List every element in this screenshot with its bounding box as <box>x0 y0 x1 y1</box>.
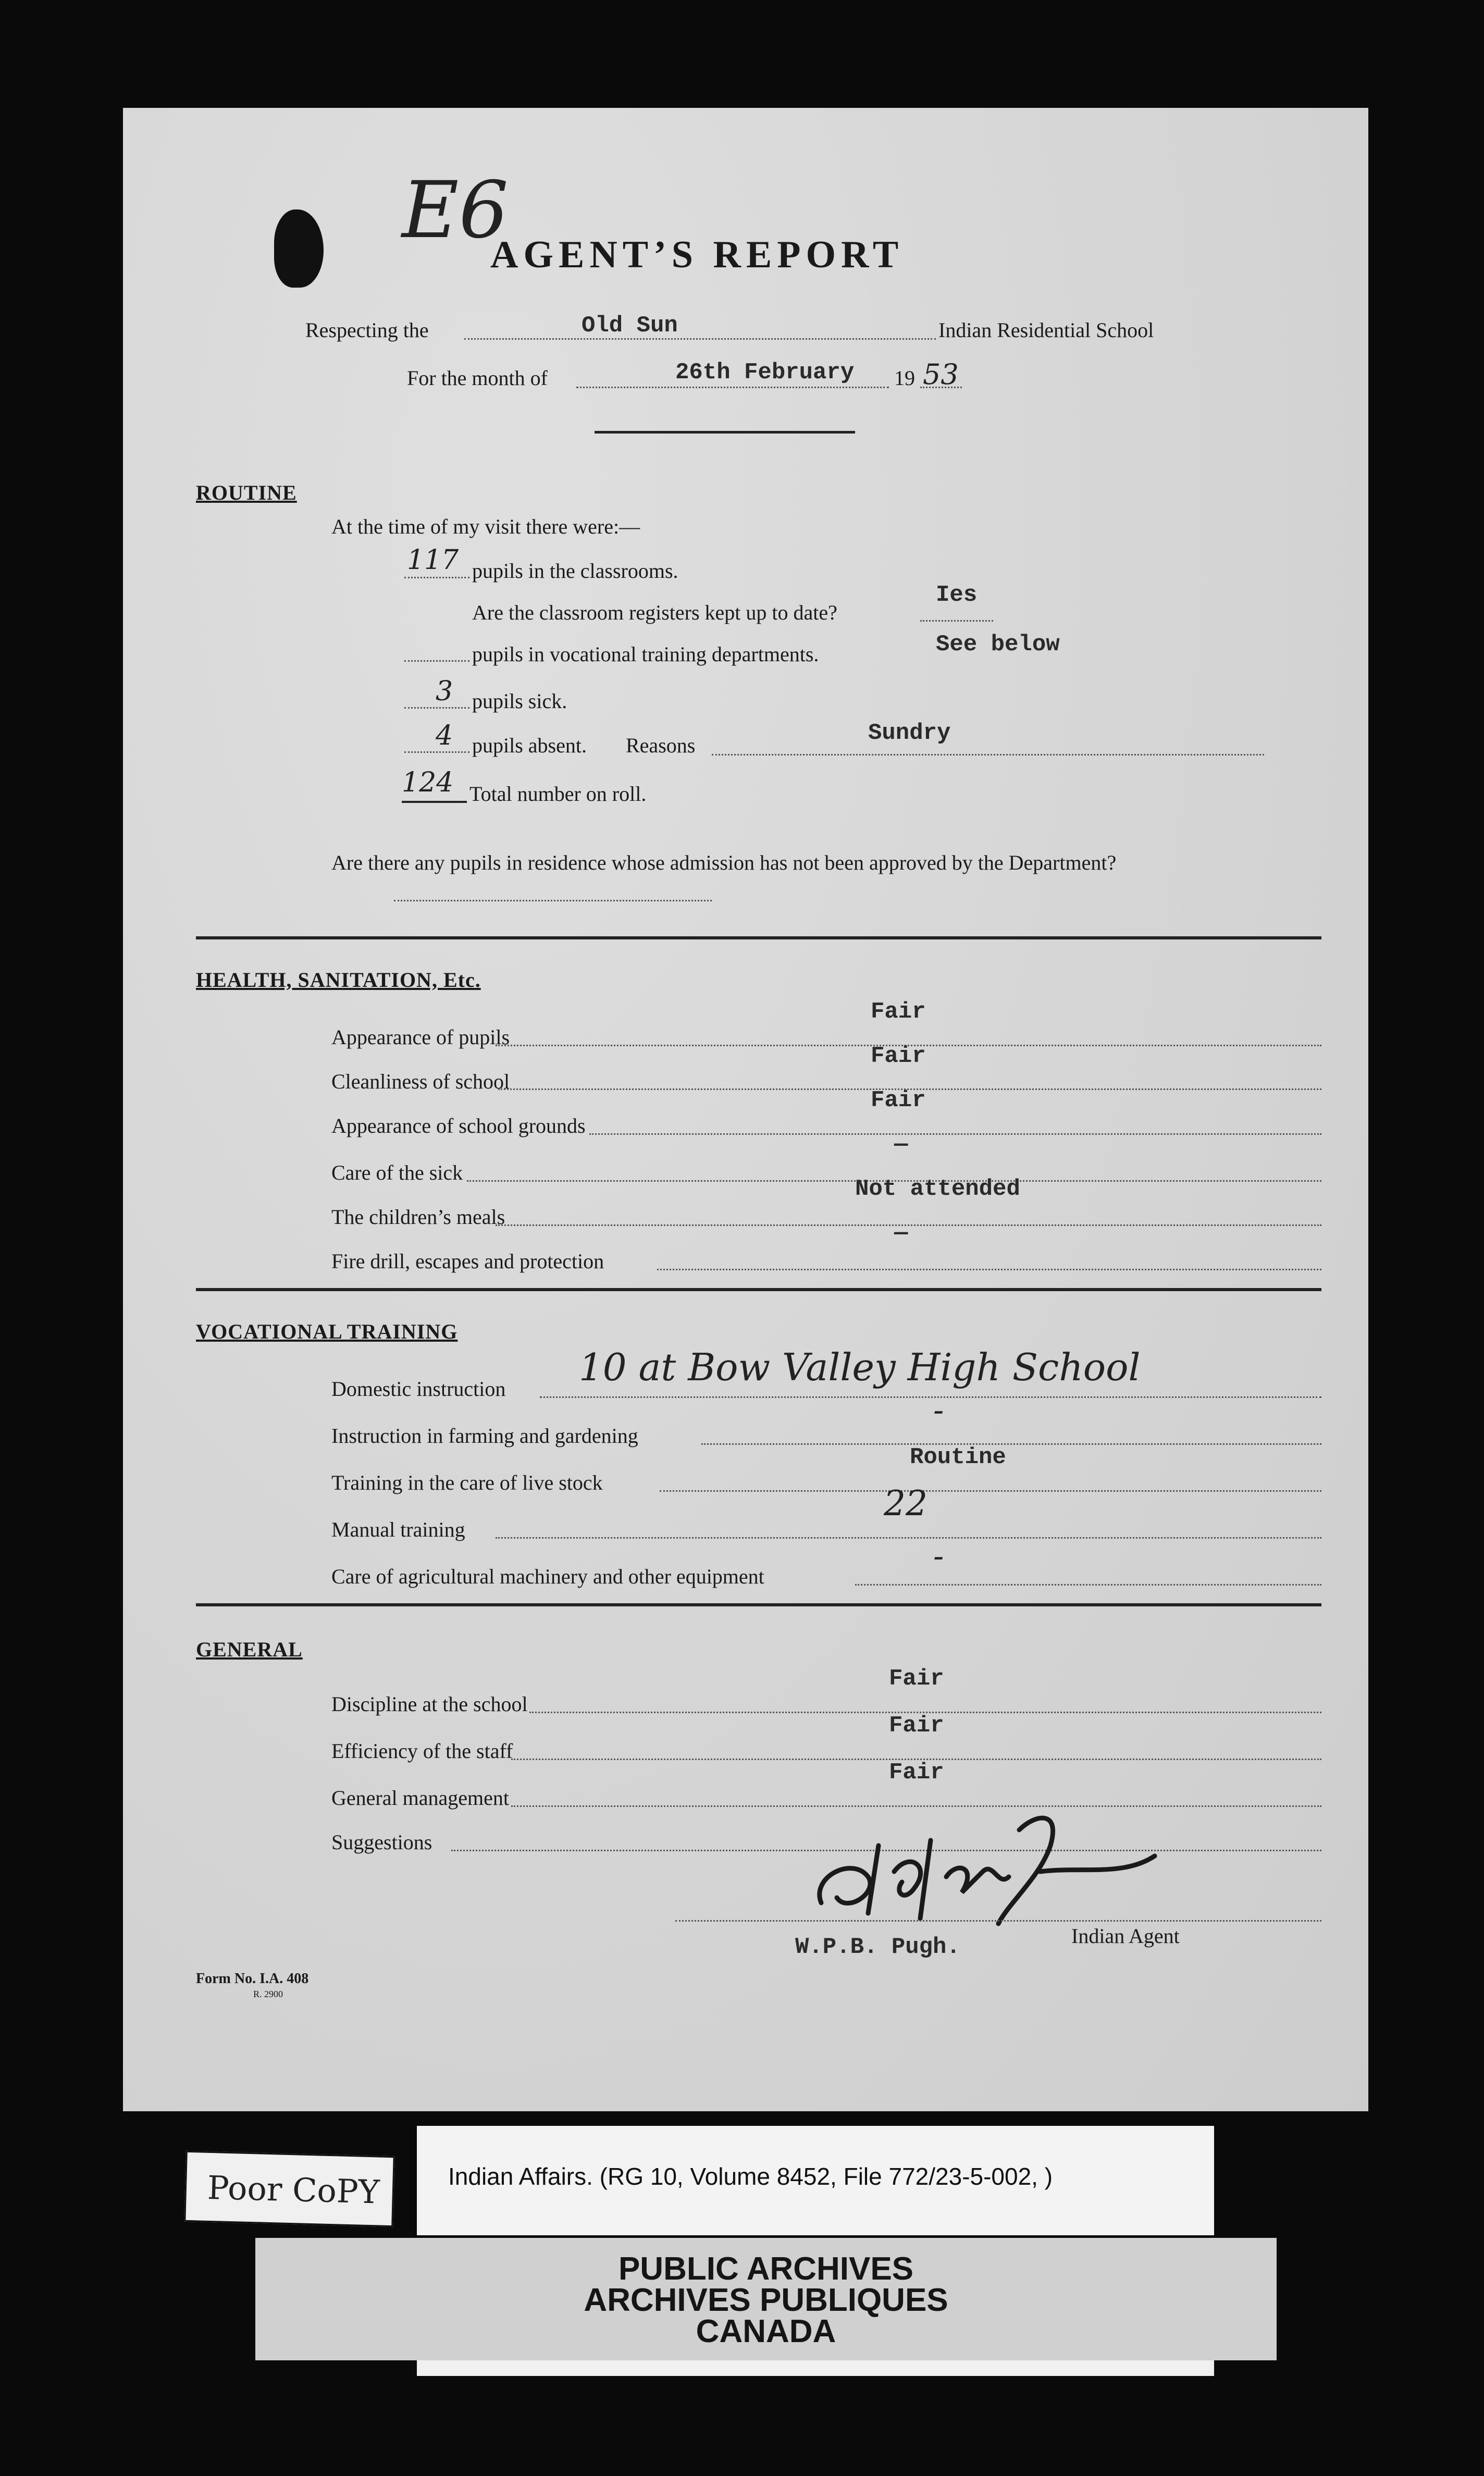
health-label: Appearance of pupils <box>331 1025 510 1049</box>
divider-vocational <box>196 1603 1321 1606</box>
archive-citation: Indian Affairs. (RG 10, Volume 8452, File 772/23-5-002, ) <box>448 2163 1053 2190</box>
health-value: — <box>894 1132 908 1158</box>
signatory-title: Indian Agent <box>1071 1924 1180 1948</box>
stamp-line-1: PUBLIC ARCHIVES <box>618 2251 914 2287</box>
registers-answer: Ies <box>936 582 978 608</box>
vocational-value: - <box>933 1392 944 1429</box>
title-divider <box>595 431 855 434</box>
admission-question: Are there any pupils in residence whose admission has not been approved by the Department? <box>331 851 1117 874</box>
health-line <box>589 1133 1321 1135</box>
reasons-line <box>712 754 1264 756</box>
health-value: — <box>894 1220 908 1246</box>
total-underline <box>402 801 467 803</box>
sick-label: pupils sick. <box>472 689 567 713</box>
classroom-label: pupils in the classrooms. <box>472 559 678 583</box>
poor-copy-text: Poor CoPY <box>207 2168 380 2211</box>
general-value: Fair <box>889 1666 944 1692</box>
page-title: AGENT’S REPORT <box>490 233 904 276</box>
signatory-name: W.P.B. Pugh. <box>795 1934 960 1960</box>
ink-blot <box>274 209 324 288</box>
vocational-value: Routine <box>910 1444 1006 1470</box>
vocational-label: Training in the care of live stock <box>331 1471 603 1494</box>
vocational-line <box>540 1396 1321 1398</box>
archive-citation-box <box>417 2126 1214 2235</box>
vocational-value: 10 at Bow Valley High School <box>579 1345 1141 1389</box>
general-label: Suggestions <box>331 1830 432 1854</box>
admission-line <box>394 900 712 901</box>
health-value: Fair <box>871 1043 926 1069</box>
vocational-label: Manual training <box>331 1518 465 1541</box>
routine-intro: At the time of my visit there were:— <box>331 515 640 538</box>
vocational-line <box>660 1490 1321 1492</box>
document-page <box>123 108 1368 2111</box>
health-label: Fire drill, escapes and protection <box>331 1249 604 1273</box>
general-value: Fair <box>889 1713 944 1739</box>
health-label: Care of the sick <box>331 1161 463 1184</box>
vocational-line <box>496 1537 1321 1539</box>
form-number: Form No. I.A. 408 <box>196 1971 309 1987</box>
total-label: Total number on roll. <box>469 782 647 806</box>
archive-stamp <box>255 2238 1277 2360</box>
section-health: HEALTH, SANITATION, Etc. <box>196 968 481 992</box>
divider-health <box>196 1288 1321 1291</box>
health-line <box>657 1269 1321 1270</box>
absent-count-line <box>404 751 469 753</box>
vocational-count-line <box>404 660 469 662</box>
vocational-answer: See below <box>936 632 1060 658</box>
vocational-value: 22 <box>884 1483 928 1524</box>
respecting-label: Respecting the <box>305 318 429 342</box>
section-routine: ROUTINE <box>196 481 297 504</box>
general-label: Efficiency of the staff <box>331 1739 513 1763</box>
classroom-count-line <box>404 577 469 578</box>
school-name-line <box>464 338 936 340</box>
vocational-value: - <box>933 1538 944 1575</box>
year-suffix: 53 <box>923 358 959 391</box>
registers-line <box>920 620 993 622</box>
health-label: Appearance of school grounds <box>331 1114 586 1137</box>
vocational-label: Care of agricultural machinery and other equipment <box>331 1565 764 1588</box>
registers-question: Are the classroom registers kept up to date? <box>472 601 837 624</box>
general-label: Discipline at the school <box>331 1692 528 1716</box>
general-label: General management <box>331 1786 509 1810</box>
file-mark: E6 <box>402 165 509 256</box>
reasons-answer: Sundry <box>868 720 951 746</box>
health-line <box>496 1224 1321 1226</box>
signature <box>790 1799 1217 1939</box>
divider-routine <box>196 936 1321 939</box>
school-suffix: Indian Residential School <box>938 318 1154 342</box>
health-label: Cleanliness of school <box>331 1070 510 1093</box>
year-prefix: 19 <box>894 366 915 390</box>
absent-label: pupils absent. <box>472 734 587 757</box>
health-label: The children’s meals <box>331 1205 505 1229</box>
stamp-line-3: CANADA <box>696 2313 836 2349</box>
reasons-label: Reasons <box>626 734 696 757</box>
health-value: Fair <box>871 999 926 1025</box>
health-value: Fair <box>871 1087 926 1113</box>
school-name-value: Old Sun <box>582 313 678 339</box>
signature-line <box>675 1920 1321 1922</box>
section-vocational: VOCATIONAL TRAINING <box>196 1320 458 1343</box>
sick-count-line <box>404 707 469 709</box>
month-value: 26th February <box>675 360 855 386</box>
vocational-line <box>701 1443 1321 1445</box>
vocational-label: Instruction in farming and gardening <box>331 1424 638 1447</box>
absent-count: 4 <box>436 720 453 751</box>
poor-copy-note <box>184 2151 394 2227</box>
stamp-line-2: ARCHIVES PUBLIQUES <box>584 2282 948 2318</box>
month-label: For the month of <box>407 366 548 390</box>
month-line <box>576 387 889 388</box>
general-value: Fair <box>889 1760 944 1786</box>
vocational-line <box>855 1584 1321 1586</box>
health-value: Not attended <box>855 1176 1020 1202</box>
form-code: R. 2900 <box>253 1989 283 1999</box>
vocational-label: pupils in vocational training departments. <box>472 642 819 666</box>
section-general: GENERAL <box>196 1638 303 1661</box>
total-count: 124 <box>402 767 454 798</box>
vocational-label: Domestic instruction <box>331 1377 506 1401</box>
classroom-count: 117 <box>407 544 459 576</box>
sick-count: 3 <box>436 676 453 707</box>
